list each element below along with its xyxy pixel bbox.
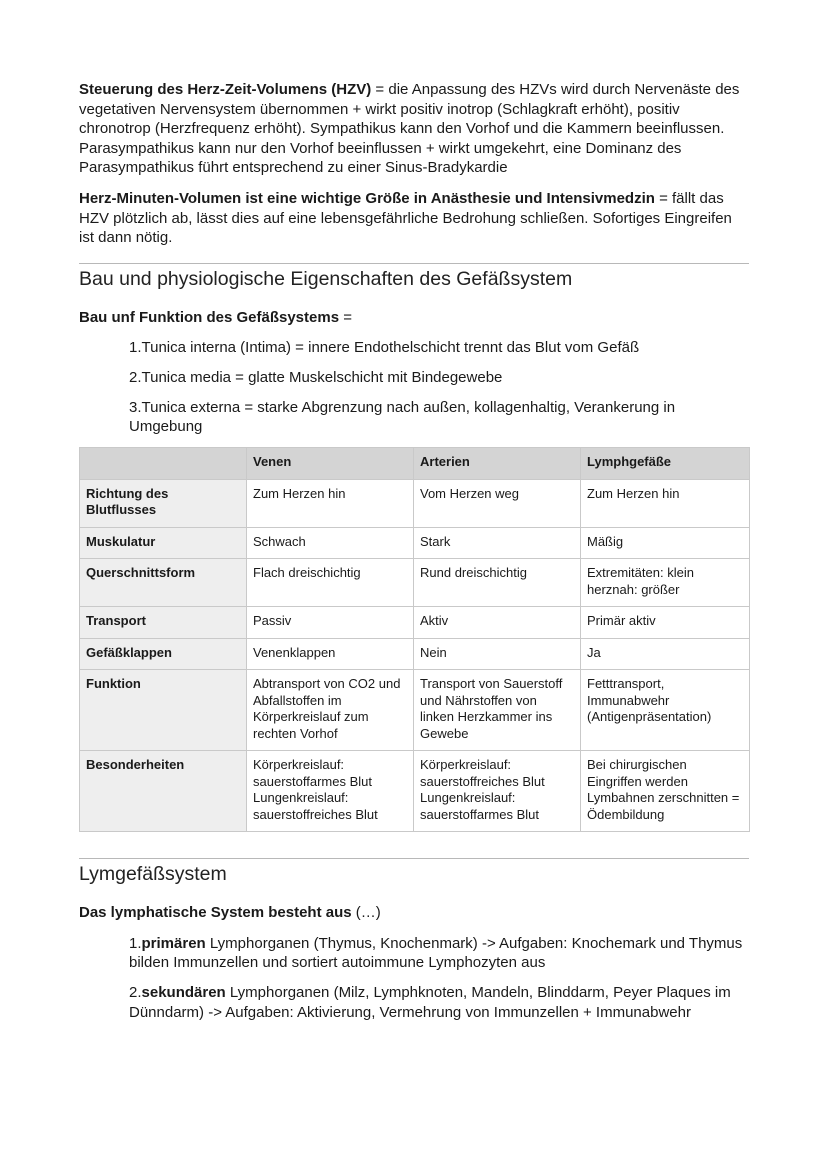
vessel-lead-text: = — [339, 308, 352, 326]
table-cell: Zum Herzen hin — [247, 479, 414, 527]
table-cell: Stark — [414, 527, 581, 559]
hzv-term: Steuerung des Herz-Zeit-Volumens (HZV) — [79, 81, 372, 98]
table-cell: Körperkreislauf: sauerstoffarmes Blut Lungenkreislauf: sauerstoffreiches Blut — [247, 751, 414, 832]
tunica-externa-item: 3.Tunica externa = starke Abgrenzung nach außen, kollagenhaltig, Verankerung in Umgebung — [129, 398, 676, 436]
table-row — [80, 607, 750, 639]
table-header-lymphgefaesse: Lymphgefäße — [581, 447, 750, 479]
table-cell: Aktiv — [414, 607, 581, 639]
lymph-section-heading: Lymgefäßsystem — [79, 863, 227, 886]
primary-text: Lymphorganen (Thymus, Knochenmark) -> Aufgaben: Knochemark und Thymus bilden Immunzellen und sortiert autoimmune Lymphozyten aus — [129, 934, 743, 972]
table-cell: Mäßig — [581, 527, 750, 559]
item-number: 1. — [129, 934, 142, 952]
row-label: Gefäßklappen — [80, 638, 247, 670]
table-row — [80, 559, 750, 607]
document-page — [79, 80, 749, 1022]
table-header-empty — [80, 447, 247, 479]
lymph-lead-text: (…) — [351, 904, 381, 922]
tunica-media-item: 2.Tunica media = glatte Muskelschicht mit Bindegewebe — [129, 368, 503, 386]
table-cell: Vom Herzen weg — [414, 479, 581, 527]
hzv-definition: = die Anpassung des HZVs wird durch Nervenäste des vegetativen Nervensystem übernommen + wirkt positiv inotrop (Schlagkraft erhöht), positiv chronotrop (Herzfrequenz erhöht). Sympathikus kann den Vorhof und die Kammern beeinflussen. Parasympathikus kann nur den Vorhof beeinflussen + wirkt umgekehrt, eine Dominanz des Parasympathikus führt entsprechend zu einer Sinus-Bradykardie — [79, 81, 740, 177]
table-cell: Ja — [581, 638, 750, 670]
vessel-section-heading: Bau und physiologische Eigenschaften des Gefäßsystem — [79, 267, 573, 290]
table-cell: Körperkreislauf: sauerstoffreiches Blut Lungenkreislauf: sauerstoffarmes Blut — [414, 751, 581, 832]
lymph-lead-term: Das lymphatische System besteht aus — [79, 904, 352, 922]
row-label: Transport — [80, 607, 247, 639]
secondary-organs-item — [129, 983, 749, 1022]
table-cell: Schwach — [247, 527, 414, 559]
table-header-row — [80, 447, 750, 479]
row-label: Funktion — [80, 670, 247, 751]
table-cell: Abtransport von CO2 und Abfallstoffen im Körperkreislauf zum rechten Vorhof — [247, 670, 414, 751]
hmv-paragraph — [79, 189, 749, 248]
table-row — [80, 527, 750, 559]
table-header-venen: Venen — [247, 447, 414, 479]
table-cell: Nein — [414, 638, 581, 670]
vessel-lead — [79, 308, 749, 328]
secondary-term: sekundären — [141, 984, 226, 1001]
table-cell: Passiv — [247, 607, 414, 639]
primary-organs-item — [129, 934, 749, 973]
table-cell: Transport von Sauerstoff und Nährstoffen von linken Herzkammer ins Gewebe — [414, 670, 581, 751]
row-label: Muskulatur — [80, 527, 247, 559]
secondary-text: Lymphorganen (Milz, Lymphknoten, Mandeln, Blinddarm, Peyer Plaques im Dünndarm) -> Aufgaben: Aktivierung, Vermehrung von Immunzellen + Immunabwehr — [129, 984, 731, 1021]
row-label: Richtung des Blutflusses — [80, 479, 247, 527]
primary-term: primären — [141, 934, 206, 952]
hmv-term: Herz-Minuten-Volumen ist eine wichtige Größe in Anästhesie und Intensivmedzin — [79, 189, 655, 207]
table-cell: Venenklappen — [247, 638, 414, 670]
table-cell: Fetttransport, Immunabwehr (Antigenpräsentation) — [581, 670, 750, 751]
row-label: Querschnittsform — [80, 559, 247, 607]
tunica-interna-item: 1.Tunica interna (Intima) = innere Endothelschicht trennt das Blut vom Gefäß — [129, 339, 640, 357]
table-cell: Primär aktiv — [581, 607, 750, 639]
table-cell: Flach dreischichtig — [247, 559, 414, 607]
table-cell: Bei chirurgischen Eingriffen werden Lymbahnen zerschnitten = Ödembildung — [581, 751, 750, 832]
table-row — [80, 670, 750, 751]
hzv-paragraph — [79, 80, 749, 178]
vessel-comparison-table — [79, 447, 750, 833]
hmv-definition: = fällt das HZV plötzlich ab, lässt dies auf eine lebensgefährliche Bedrohung schließen. Sofortiges Eingreifen ist dann nötig. — [79, 189, 732, 247]
table-row — [80, 751, 750, 832]
vessel-lead-term: Bau unf Funktion des Gefäßsystems — [79, 308, 340, 326]
table-cell: Zum Herzen hin — [581, 479, 750, 527]
table-row — [80, 479, 750, 527]
table-row — [80, 638, 750, 670]
table-header-arterien: Arterien — [414, 447, 581, 479]
item-number: 2. — [129, 984, 142, 1001]
section-divider — [79, 263, 749, 264]
table-cell: Extremitäten: klein herznah: größer — [581, 559, 750, 607]
table-cell: Rund dreischichtig — [414, 559, 581, 607]
section-divider — [79, 858, 749, 859]
lymph-lead — [79, 903, 749, 923]
row-label: Besonderheiten — [80, 751, 247, 832]
